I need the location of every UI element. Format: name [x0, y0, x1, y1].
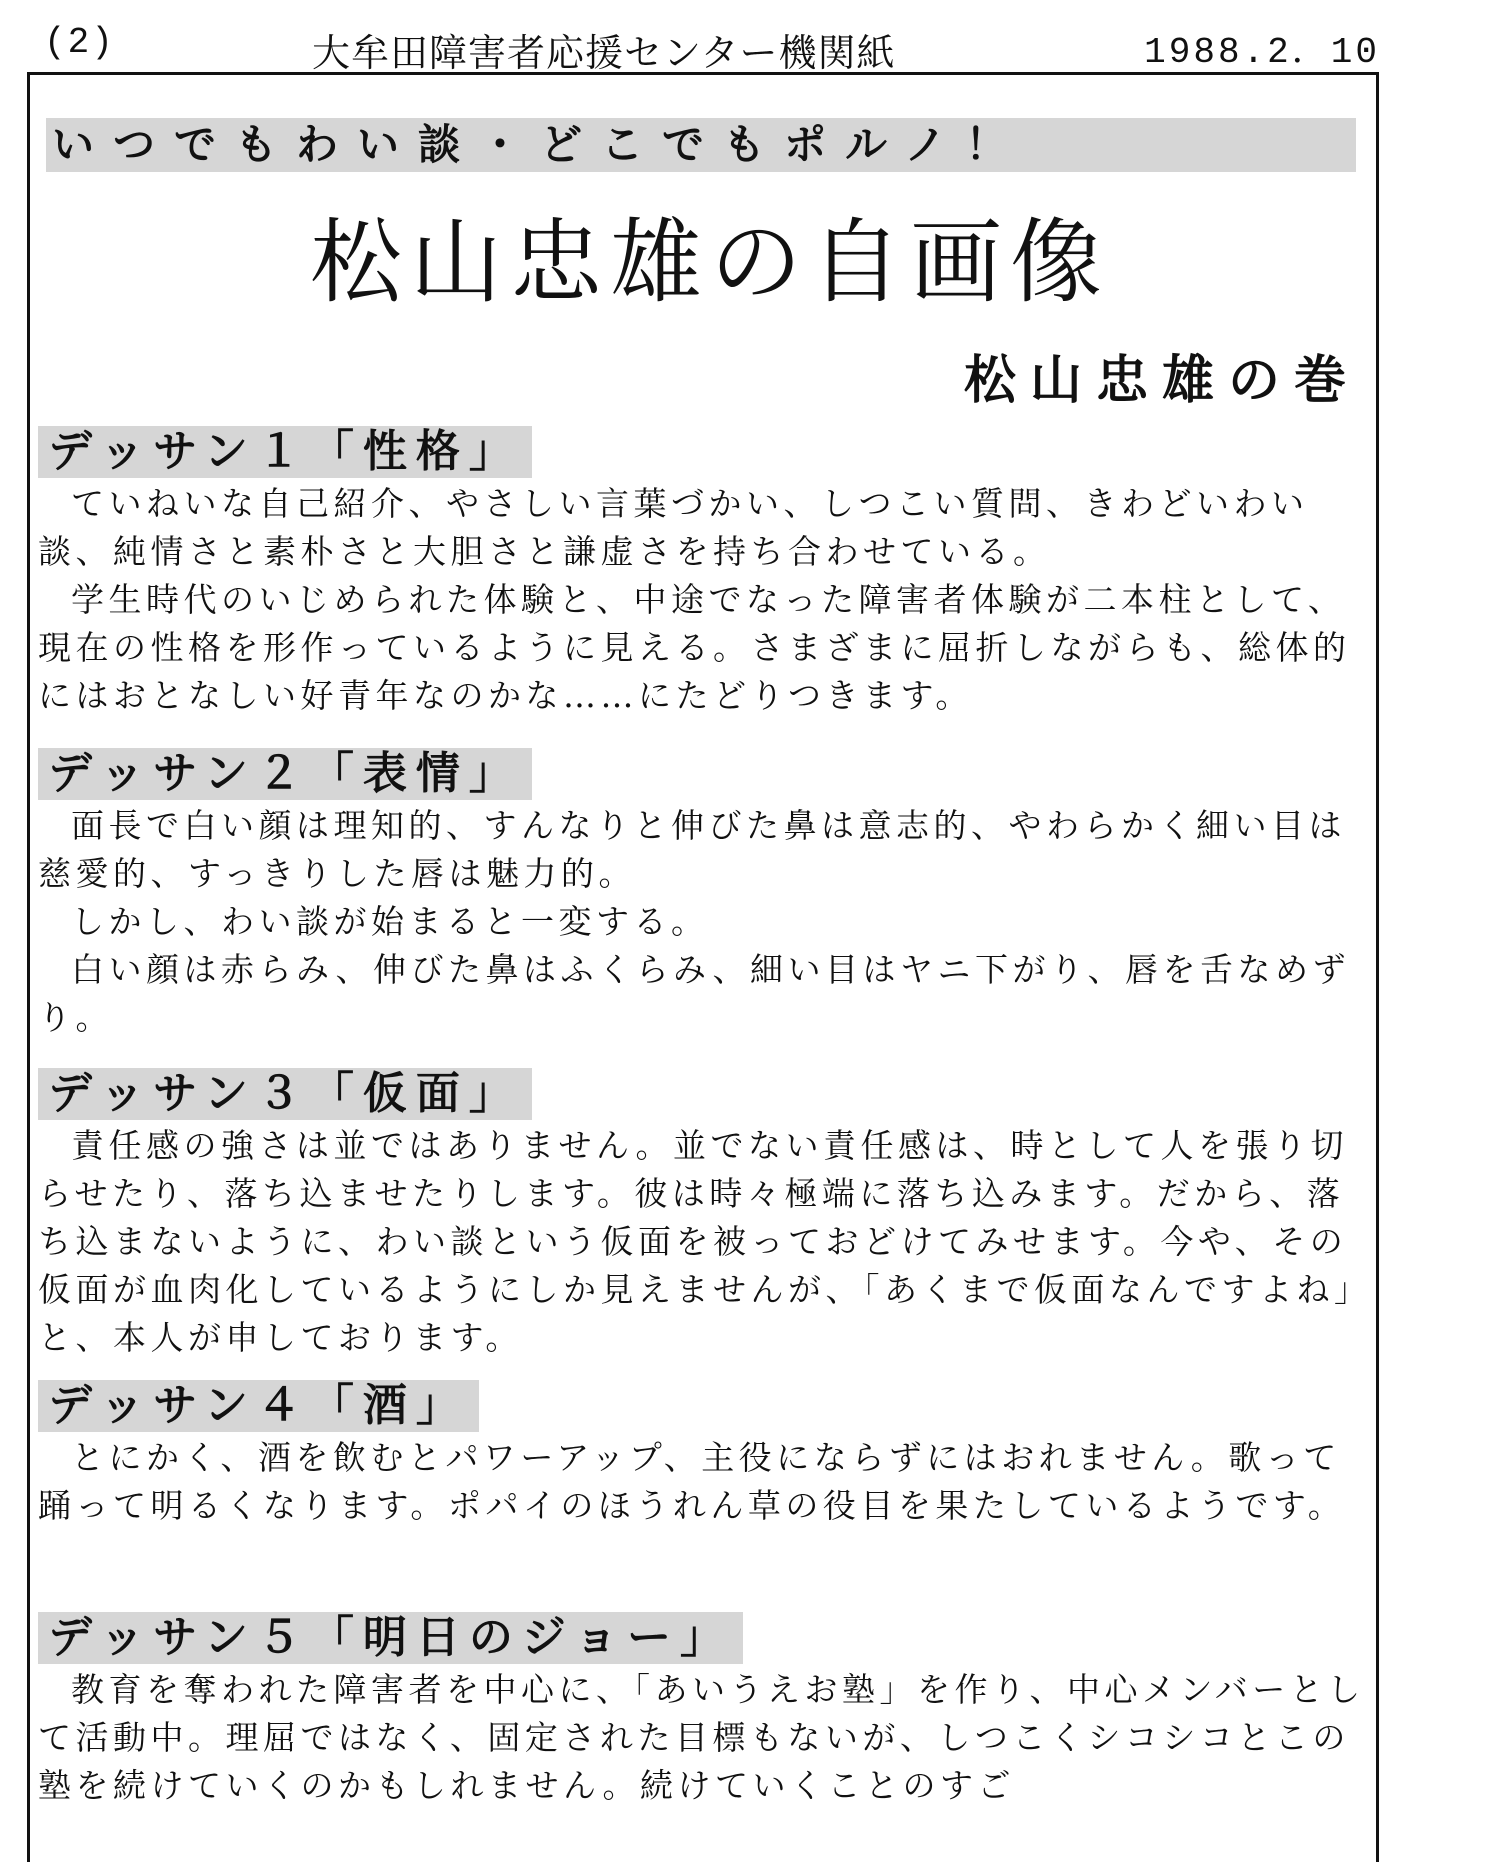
section-4 [38, 1380, 1368, 1530]
section-body [38, 480, 1368, 720]
section-body [38, 802, 1368, 1042]
section-body [38, 1434, 1368, 1530]
paragraph: しかし、わい談が始まると一変する。 [71, 902, 709, 941]
paragraph: 学生時代のいじめられた体験と、中途でなった障害者体験が二本柱として、現在の性格を形作っているように見える。さまざまに屈折しながらも、総体的にはおとなしい好青年なのかな……にたどりつきます。 [38, 580, 1351, 715]
paragraph: ていねいな自己紹介、やさしい言葉づかい、しつこい質問、きわどいわい談、純情さと素朴さと大胆さと謙虚さを持ち合わせている。 [38, 484, 1309, 571]
section-body [38, 1666, 1368, 1810]
section-5 [38, 1612, 1368, 1810]
section-2 [38, 748, 1368, 1042]
section-heading: デッサン３「仮面」 [38, 1068, 532, 1120]
paragraph: 面長で白い顔は理知的、すんなりと伸びた鼻は意志的、やわらかく細い目は慈愛的、すっきりした唇は魅力的。 [38, 806, 1346, 893]
paragraph: とにかく、酒を飲むとパワーアップ、主役にならずにはおれません。歌って踊って明るくなります。ポパイのほうれん草の役目を果たしているようです。 [38, 1438, 1346, 1525]
issue-number: (2) [44, 22, 115, 63]
section-body [38, 1122, 1368, 1362]
paragraph: 教育を奪われた障害者を中心に、「あいうえお塾」を作り、中心メンバーとして活動中。理屈ではなく、固定された目標もないが、しつこくシコシコとこの塾を続けていくのかもしれません。続けていくことのすご [38, 1670, 1365, 1805]
paragraph: 白い顔は赤らみ、伸びた鼻はふくらみ、細い目はヤニ下がり、唇を舌なめずり。 [38, 950, 1350, 1037]
series-banner: いつでもわい談・どこでもポルノ！ [46, 118, 1356, 172]
byline: 松山忠雄の巻 [963, 350, 1360, 411]
newsletter-header [44, 22, 1380, 75]
issue-date: 1988.2．10 [1144, 32, 1380, 73]
publication-name: 大牟田障害者応援センター機関紙 [312, 31, 896, 75]
section-3 [38, 1068, 1368, 1362]
section-heading: デッサン５「明日のジョー」 [38, 1612, 743, 1664]
section-heading: デッサン４「酒」 [38, 1380, 479, 1432]
paragraph: 責任感の強さは並ではありません。並でない責任感は、時として人を張り切らせたり、落ち込ませたりします。彼は時々極端に落ち込みます。だから、落ち込まないように、わい談という仮面を被っておどけてみせます。今や、その仮面が血肉化しているようにしか見えませんが、「あくまで仮面なんですよね」と、本人が申しております。 [38, 1126, 1355, 1357]
article-title: 松山忠雄の自画像 [309, 209, 1110, 316]
section-heading: デッサン１「性格」 [38, 426, 532, 478]
section-1 [38, 426, 1368, 720]
section-heading: デッサン２「表情」 [38, 748, 532, 800]
